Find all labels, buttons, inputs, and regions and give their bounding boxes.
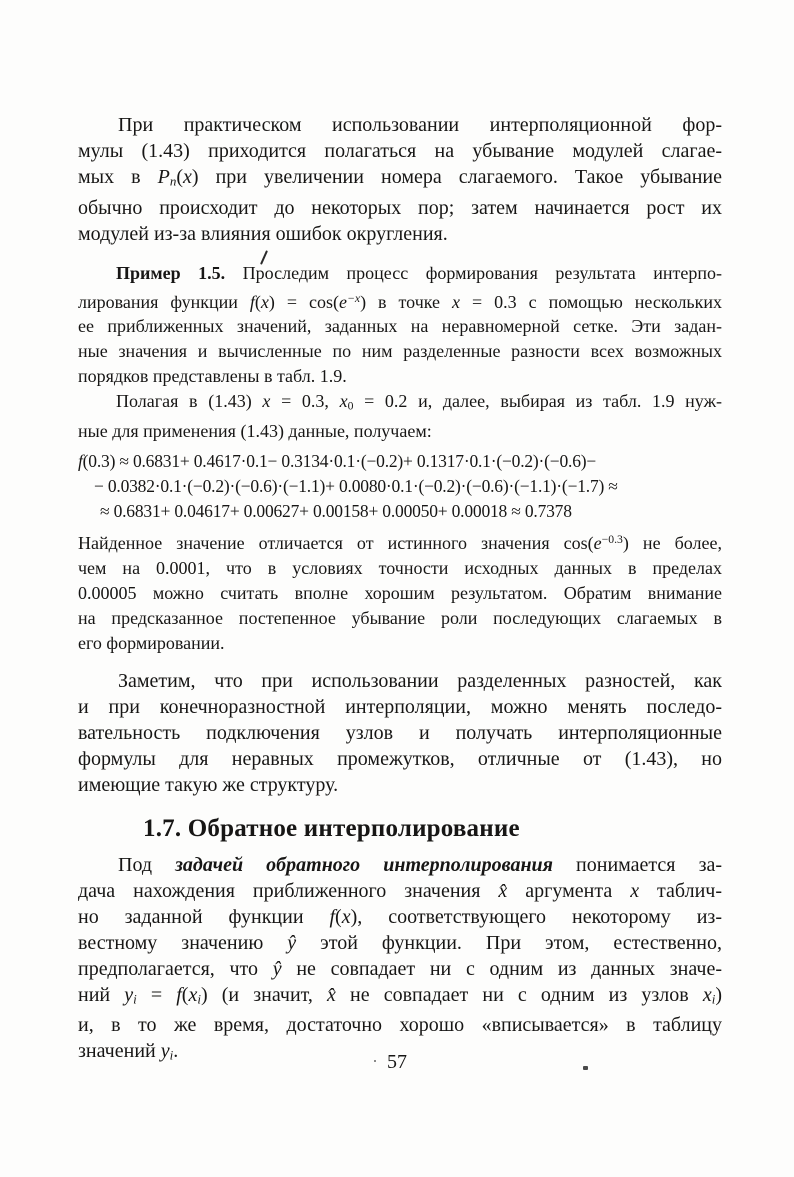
- text-line: его формировании.: [78, 632, 225, 653]
- text-line: обычно происходит до некоторых пор; затем начинается рост их: [78, 196, 722, 219]
- paragraph-found-value: [78, 527, 722, 656]
- text-line: 0.00005 можно считать вполне хорошим результатом. Обратим внимание: [78, 582, 722, 603]
- text-line: Полагая в (1.43) x = 0.3, $x_0 = 0.2$ и, далее, выбирая из табл. 1.9 нуж-: [116, 391, 722, 413]
- text-line: чем на 0.0001, что в условиях точности исходных данных в пределах: [78, 557, 722, 578]
- formula-line: − 0.0382·0.1·(−0.2)·(−0.6)·(−1.1)+ 0.0080·0.1·(−0.2)·(−0.6)·(−1.1)·(−1.7) ≈: [94, 475, 618, 496]
- scan-artifact: [374, 1060, 376, 1062]
- text-line: дача нахождения приближенного значения x̂ аргумента x таблич-: [78, 879, 722, 902]
- paragraph-zametim: [78, 668, 722, 798]
- paragraph-polagaya: [78, 389, 722, 443]
- formula-block: [78, 449, 722, 524]
- text-line: формулы для неравных промежутков, отличные от (1.43), но: [78, 747, 722, 770]
- page-number: 57: [387, 1051, 407, 1073]
- paragraph-example-1-5: [78, 261, 722, 390]
- paragraph-inverse-interpolation: [78, 852, 722, 1069]
- text-line: лирования функции $f(x) = \cos(e^{-x})$ в точке x = 0.3 с помощью нескольких: [78, 291, 723, 312]
- formula-line: f(0.3) ≈ 0.6831+ 0.4617·0.1− 0.3134·0.1·(−0.2)+ 0.1317·0.1·(−0.2)·(−0.6)−: [78, 450, 597, 471]
- section-heading-1-7: 1.7. Обратное интерполирование: [143, 814, 520, 842]
- text-line: и при конечноразностной интерполяции, можно менять последо-: [78, 695, 722, 718]
- text-line: ные для применения (1.43) данные, получаем:: [78, 420, 432, 441]
- text-line: ее приближенных значений, заданных на неравномерной сетке. Эти задан-: [78, 316, 722, 337]
- text-block: [78, 112, 722, 1069]
- text-line: Пример 1.5. Проследим процесс формирования результата интерпо-: [116, 262, 722, 283]
- paragraph-practical-use: [78, 112, 722, 247]
- scan-artifact: [583, 1066, 588, 1070]
- text-line: но заданной функции f(x), соответствующего некоторому из-: [78, 905, 722, 928]
- text-line: имеющие такую же структуру.: [78, 773, 339, 796]
- text-line: значений $y_i$.: [78, 1040, 179, 1063]
- text-line: вательность подключения узлов и получать интерполяционные: [78, 721, 722, 744]
- text-line: и, в то же время, достаточно хорошо «вписывается» в таблицу: [78, 1014, 722, 1037]
- text-line: мых в $P_n(x)$ при увеличении номера слагаемого. Такое убывание: [78, 166, 722, 189]
- text-line: мулы (1.43) приходится полагаться на убывание модулей слагае-: [78, 140, 722, 162]
- text-line: При практическом использовании интерполяционной фор-: [118, 114, 722, 136]
- text-line: предполагается, что ŷ не совпадает ни с одним из данных значе-: [78, 957, 723, 980]
- formula-line: ≈ 0.6831+ 0.04617+ 0.00627+ 0.00158+ 0.00050+ 0.00018 ≈ 0.7378: [100, 500, 572, 521]
- text-line: Заметим, что при использовании разделенных разностей, как: [118, 669, 722, 692]
- text-line: порядков представлены в табл. 1.9.: [78, 366, 347, 387]
- text-line: ные значения и вычисленные по ним разделенные разности всех возможных: [78, 341, 722, 362]
- text-line: Найденное значение отличается от истинного значения $\cos(e^{-0.3})$ не более,: [78, 532, 723, 553]
- text-line: на предсказанное постепенное убывание роли последующих слагаемых в: [78, 607, 722, 628]
- text-line: ний $y_i = f(x_i)$ (и значит, x̂ не совпадает ни с одним из узлов $x_i$): [78, 983, 722, 1007]
- text-line: вестному значению ŷ этой функции. При этом, естественно,: [78, 931, 722, 954]
- text-line: модулей из-за влияния ошибок округления.: [78, 222, 448, 245]
- text-line: Под задачей обратного интерполирования понимается за-: [118, 853, 723, 876]
